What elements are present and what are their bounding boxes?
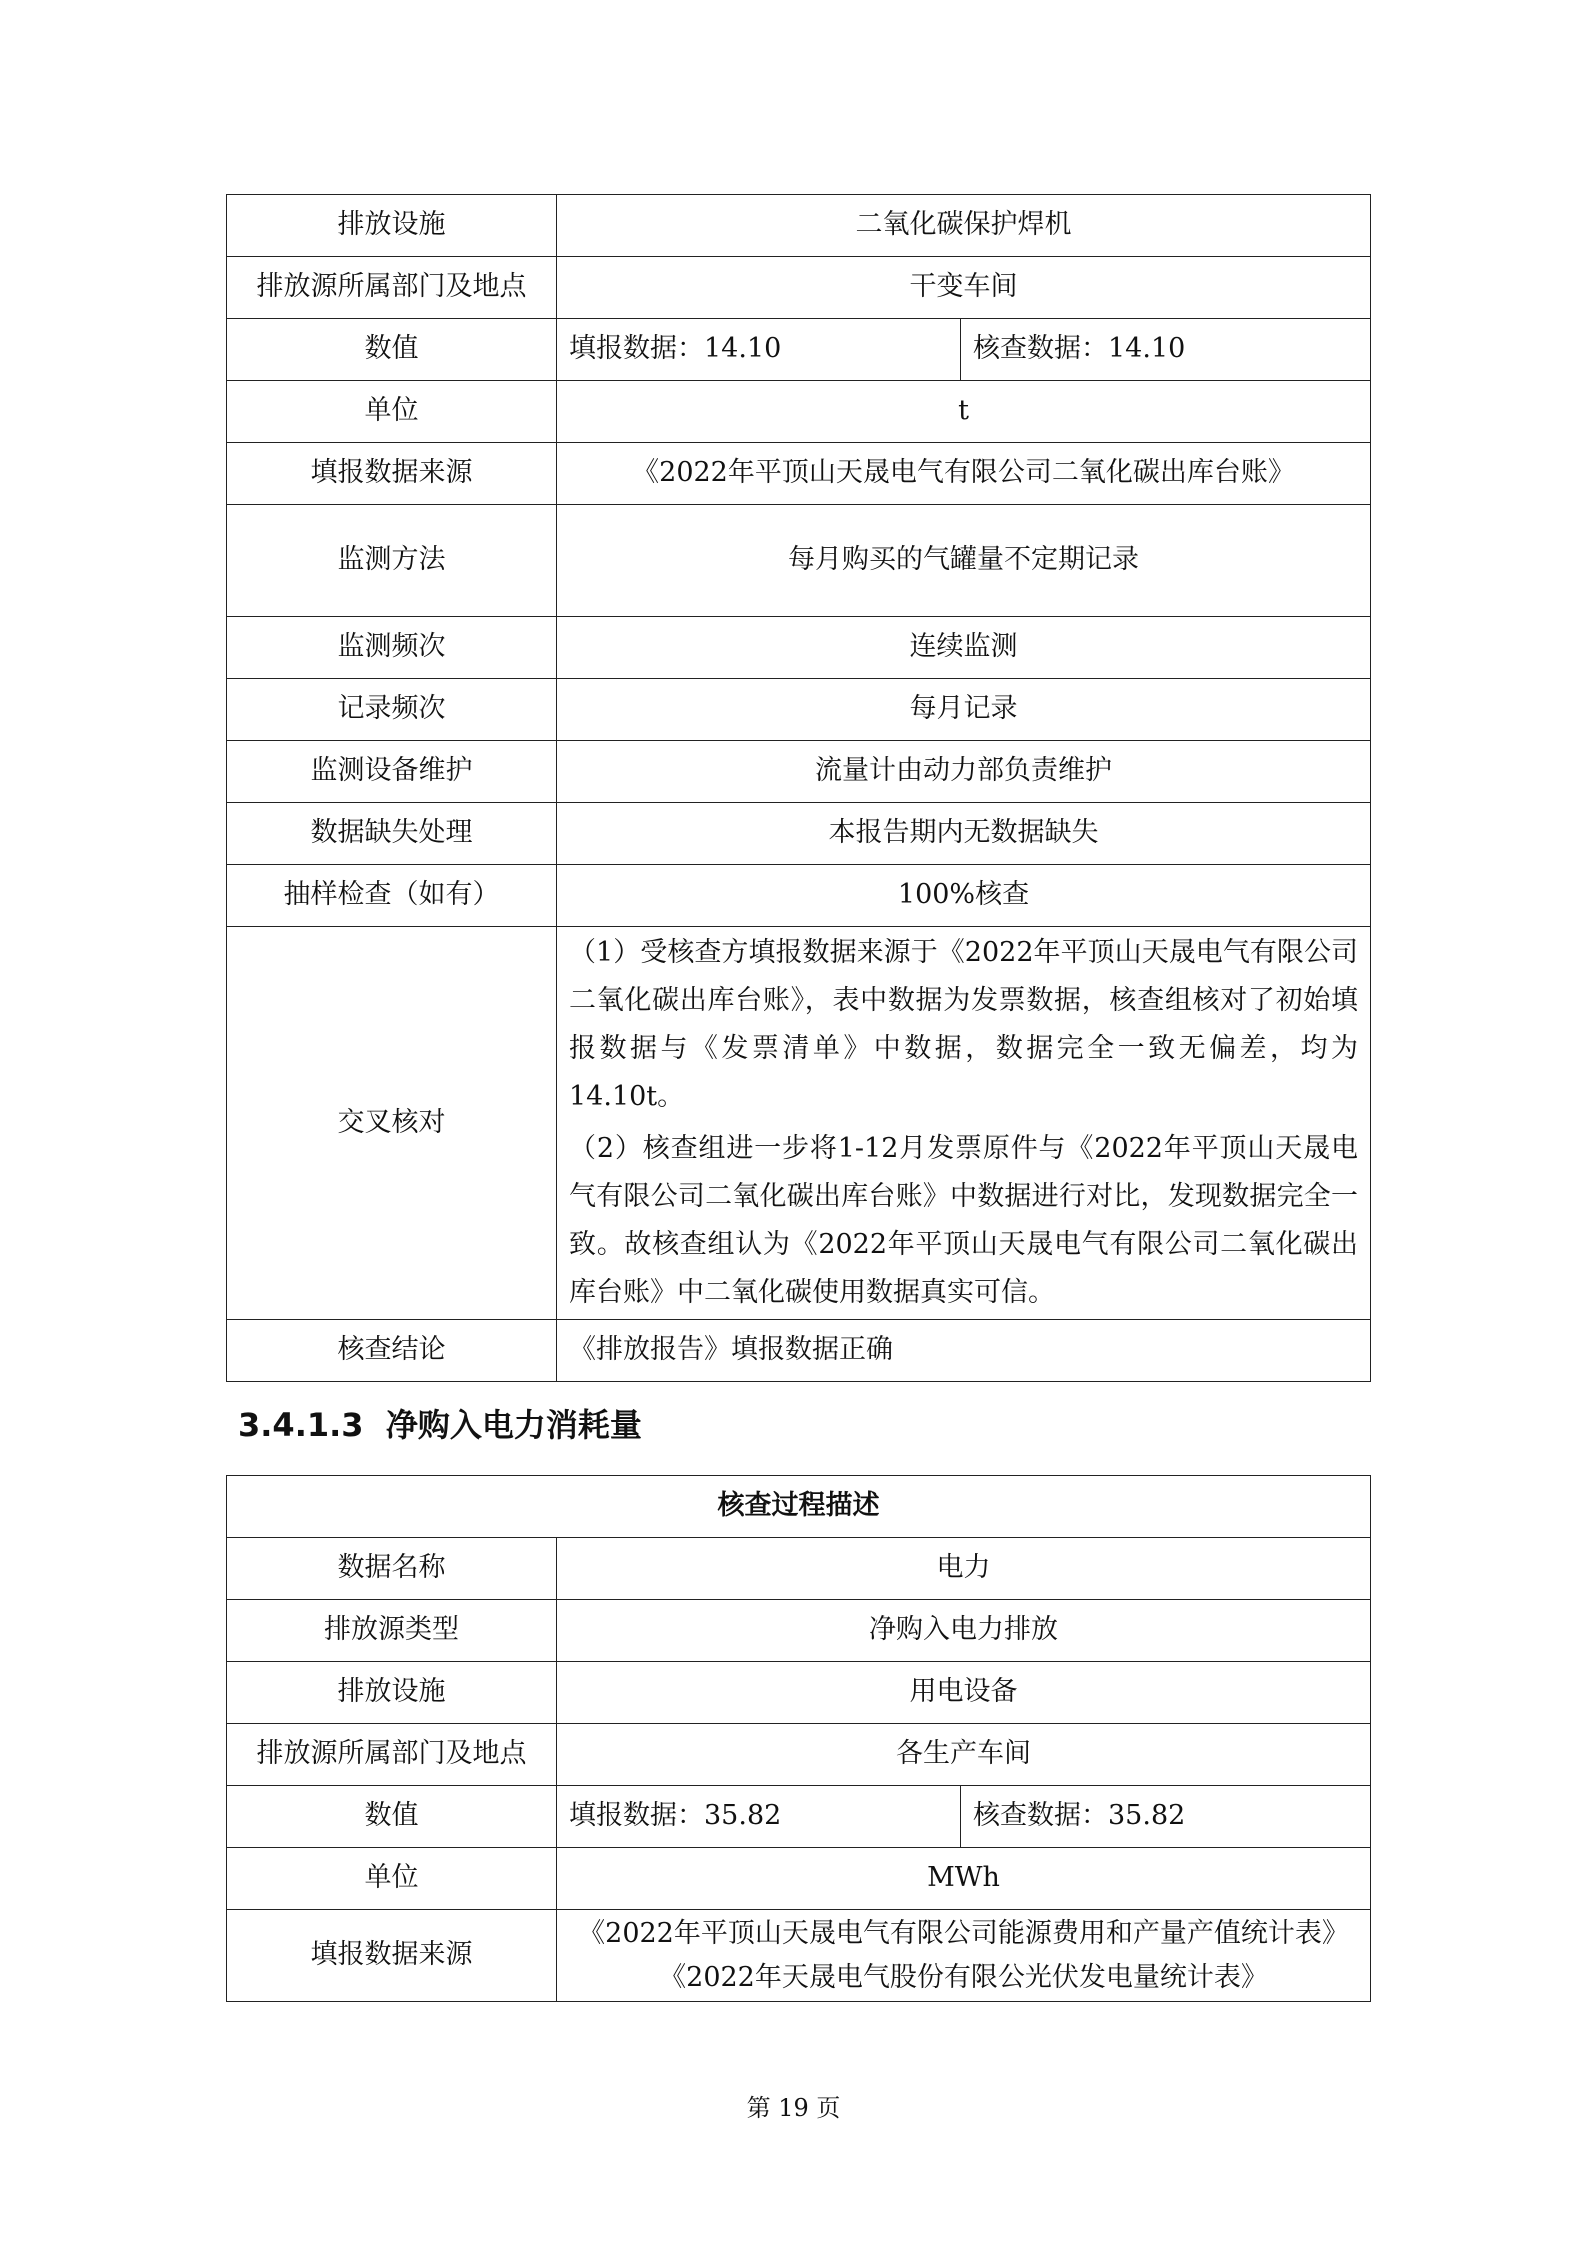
table-row [227, 505, 1371, 617]
row-label: 数值 [227, 319, 557, 381]
row-label: 排放设施 [227, 195, 557, 257]
table-row [227, 319, 1371, 381]
section-number: 3.4.1.3 [238, 1406, 364, 1444]
page-number: 第 19 页 [746, 2094, 841, 2122]
table-row [227, 865, 1371, 927]
row-label: 数据缺失处理 [227, 803, 557, 865]
section-title: 净购入电力消耗量 [385, 1406, 642, 1444]
table-header-row [227, 1476, 1371, 1538]
co2-emission-table [226, 194, 1371, 1382]
row-label: 单位 [227, 1848, 557, 1910]
row-label: 交叉核对 [227, 927, 557, 1320]
row-label: 排放源所属部门及地点 [227, 257, 557, 319]
row-label: 单位 [227, 381, 557, 443]
reported-value: 填报数据：14.10 [557, 319, 961, 381]
verified-value: 核查数据：14.10 [961, 319, 1371, 381]
data-source-line: 《2022年平顶山天晟电气有限公司能源费用和产量产值统计表》 [578, 1917, 1349, 1949]
table-row [227, 741, 1371, 803]
row-value: 连续监测 [557, 617, 1371, 679]
table-row [227, 679, 1371, 741]
row-label: 抽样检查（如有） [227, 865, 557, 927]
row-value: 每月购买的气罐量不定期记录 [557, 505, 1371, 617]
row-value: MWh [557, 1848, 1371, 1910]
reported-value: 填报数据：35.82 [557, 1786, 961, 1848]
row-label: 填报数据来源 [227, 443, 557, 505]
data-source-line: 《2022年天晟电气股份有限公光伏发电量统计表》 [659, 1961, 1268, 1993]
table-row [227, 257, 1371, 319]
cross-check-paragraph: （1）受核查方填报数据来源于《2022年平顶山天晟电气有限公司二氧化碳出库台账》，表中数据为发票数据，核查组核对了初始填报数据与《发票清单》中数据，数据完全一致无偏差，均为14.10t。 [569, 937, 1358, 1112]
row-value: 净购入电力排放 [557, 1600, 1371, 1662]
table-row [227, 1320, 1371, 1382]
row-label: 排放源类型 [227, 1600, 557, 1662]
verified-value: 核查数据：35.82 [961, 1786, 1371, 1848]
row-value: 本报告期内无数据缺失 [557, 803, 1371, 865]
row-value: 流量计由动力部负责维护 [557, 741, 1371, 803]
row-value: t [557, 381, 1371, 443]
cross-check-paragraph: （2）核查组进一步将1-12月发票原件与《2022年平顶山天晟电气有限公司二氧化碳出库台账》中数据进行对比，发现数据完全一致。故核查组认为《2022年平顶山天晟电气有限公司二氧化碳出库台账》中二氧化碳使用数据真实可信。 [569, 1133, 1358, 1308]
row-label: 核查结论 [227, 1320, 557, 1382]
table-row [227, 1724, 1371, 1786]
table-row [227, 1786, 1371, 1848]
row-label: 数据名称 [227, 1538, 557, 1600]
row-label: 监测频次 [227, 617, 557, 679]
data-source-cell [557, 1910, 1371, 2002]
table-row [227, 1600, 1371, 1662]
table-row [227, 443, 1371, 505]
row-value: 干变车间 [557, 257, 1371, 319]
table-row [227, 927, 1371, 1320]
row-value: 二氧化碳保护焊机 [557, 195, 1371, 257]
table-row [227, 617, 1371, 679]
row-value: 100%核查 [557, 865, 1371, 927]
cross-check-text [557, 927, 1371, 1320]
electricity-table [226, 1475, 1371, 2002]
row-label: 监测设备维护 [227, 741, 557, 803]
table-row [227, 195, 1371, 257]
row-label: 排放设施 [227, 1662, 557, 1724]
row-value: 《2022年平顶山天晟电气有限公司二氧化碳出库台账》 [557, 443, 1371, 505]
table-row [227, 1538, 1371, 1600]
row-value: 《排放报告》填报数据正确 [557, 1320, 1371, 1382]
row-label: 数值 [227, 1786, 557, 1848]
table-row [227, 1662, 1371, 1724]
row-label: 排放源所属部门及地点 [227, 1724, 557, 1786]
row-label: 监测方法 [227, 505, 557, 617]
row-value: 每月记录 [557, 679, 1371, 741]
table-header: 核查过程描述 [227, 1476, 1371, 1538]
row-label: 填报数据来源 [227, 1910, 557, 2002]
table-row [227, 1910, 1371, 2002]
table-row [227, 803, 1371, 865]
table-row [227, 381, 1371, 443]
row-value: 电力 [557, 1538, 1371, 1600]
row-value: 各生产车间 [557, 1724, 1371, 1786]
section-heading [238, 1400, 642, 1450]
table-row [227, 1848, 1371, 1910]
row-label: 记录频次 [227, 679, 557, 741]
row-value: 用电设备 [557, 1662, 1371, 1724]
